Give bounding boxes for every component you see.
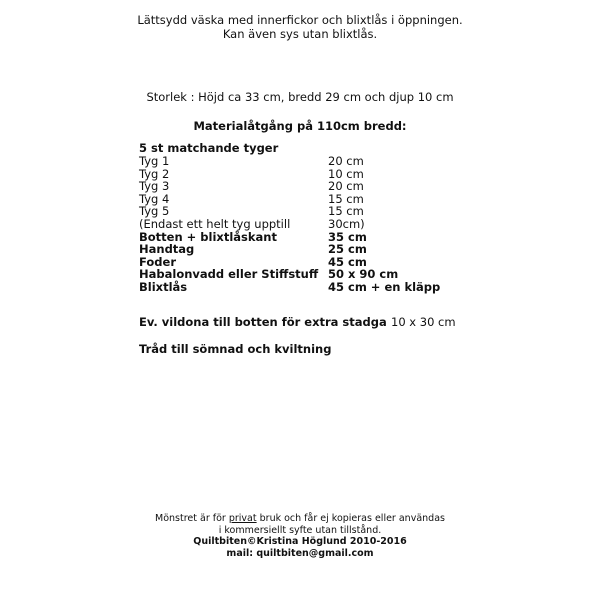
material-qty: 45 cm <box>328 254 367 269</box>
material-name: Tyg 5 <box>139 204 170 219</box>
material-name: (Endast ett helt tyg upptill <box>139 216 291 231</box>
material-name: Handtag <box>139 242 195 257</box>
footer-line-2: i kommersiellt syfte utan tillstånd. <box>218 524 382 536</box>
material-qty: 45 cm + en kläpp <box>328 279 441 294</box>
extra-material-qty: 10 x 30 cm <box>391 315 456 329</box>
intro-text <box>0 13 600 41</box>
materials-heading: Materialåtgång på 110cm bredd: <box>193 119 407 133</box>
material-name: Tyg 4 <box>139 191 170 206</box>
material-row <box>139 168 479 181</box>
material-qty: 15 cm <box>328 204 364 219</box>
material-name: Habalonvadd eller Stiffstuff <box>139 267 319 282</box>
material-qty: 20 cm <box>328 179 364 194</box>
material-qty: 15 cm <box>328 191 364 206</box>
material-qty: 10 cm <box>328 166 364 181</box>
material-qty: 25 cm <box>328 242 367 257</box>
material-qty: 30cm) <box>328 216 365 231</box>
copyright-footer <box>0 513 600 559</box>
material-name: Foder <box>139 254 176 269</box>
material-name: Tyg 3 <box>139 179 170 194</box>
intro-line-2: Kan även sys utan blixtlås. <box>222 27 378 41</box>
materials-rows <box>139 155 479 294</box>
material-row <box>139 193 479 206</box>
fabric-group-heading: 5 st matchande tyger <box>139 141 279 155</box>
materials-list <box>139 141 479 294</box>
footer-line-1-pre: Mönstret är för <box>155 513 229 524</box>
footer-line-1-underlined: privat <box>228 513 257 524</box>
size-text: Storlek : Höjd ca 33 cm, bredd 29 cm och djup 10 cm <box>146 90 454 104</box>
material-qty: 20 cm <box>328 154 364 168</box>
footer-email: mail: quiltbiten@gmail.com <box>226 547 374 559</box>
footer-copyright: Quiltbiten©Kristina Höglund 2010-2016 <box>193 536 407 547</box>
material-row <box>139 180 479 193</box>
material-row <box>139 243 479 256</box>
intro-line-1: Lättsydd väska med innerfickor och blixtlås i öppningen. <box>137 13 463 27</box>
footer-line-1 <box>0 513 600 525</box>
material-qty: 50 x 90 cm <box>328 267 399 282</box>
material-name: Blixtlås <box>139 279 188 294</box>
material-row <box>139 281 479 294</box>
footer-line-1-post: bruk och får ej kopieras eller användas <box>256 513 445 524</box>
material-name: Tyg 1 <box>139 154 170 168</box>
material-row <box>139 155 479 168</box>
extra-material-row <box>139 315 456 329</box>
material-name: Tyg 2 <box>139 166 170 181</box>
thread-text: Tråd till sömnad och kviltning <box>139 342 332 356</box>
material-name: Botten + blixtlåskant <box>139 229 277 244</box>
material-row <box>139 218 479 231</box>
extra-material-name: Ev. vildona till botten för extra stadga <box>139 315 387 329</box>
material-qty: 35 cm <box>328 229 367 244</box>
